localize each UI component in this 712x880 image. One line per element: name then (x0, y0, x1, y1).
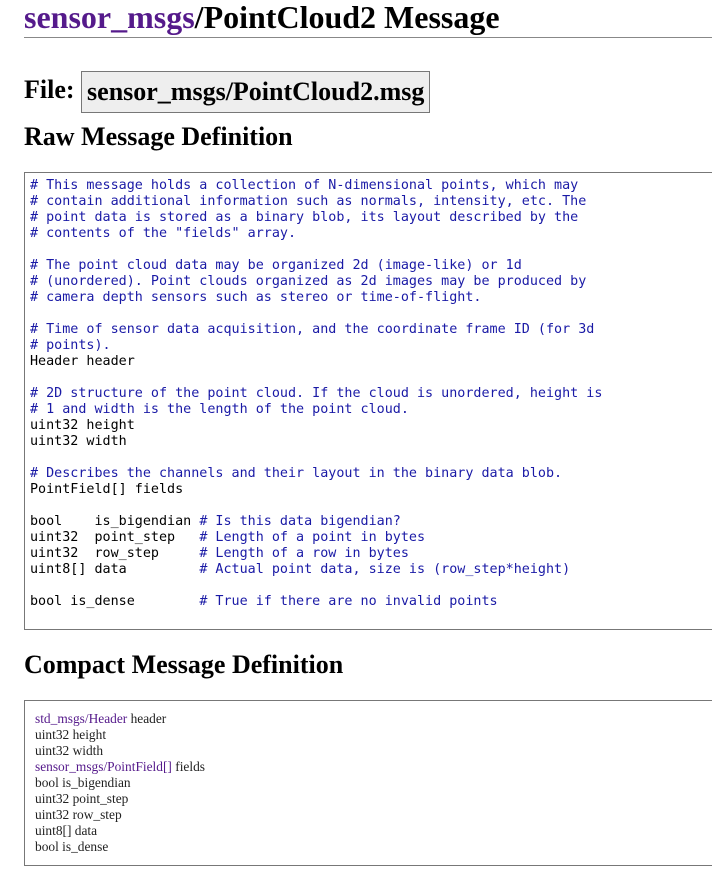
raw-code: uint32 point_step (30, 530, 200, 545)
raw-comment: # contain additional information such as normals, intensity, etc. The (30, 194, 587, 209)
raw-code: bool is_bigendian (30, 514, 200, 529)
compact-definition-heading: Compact Message Definition (24, 650, 344, 679)
compact-text: uint32 row_step (35, 807, 122, 822)
compact-text: uint8[] data (35, 823, 98, 838)
raw-line (30, 498, 712, 514)
file-heading (24, 68, 430, 112)
raw-comment: # contents of the "fields" array. (30, 226, 297, 241)
raw-line (30, 546, 712, 562)
type-link[interactable]: std_msgs/Header (35, 711, 128, 726)
file-name: sensor_msgs/PointCloud2.msg (81, 71, 430, 113)
compact-text: uint32 width (35, 743, 104, 758)
compact-text: header (127, 711, 167, 726)
raw-code: uint32 row_step (30, 546, 200, 561)
type-link[interactable]: sensor_msgs/PointField[] (35, 759, 172, 774)
raw-line (30, 338, 712, 354)
raw-line (30, 578, 712, 594)
raw-line (30, 226, 712, 242)
raw-code: uint8[] data (30, 562, 200, 577)
compact-row (35, 823, 712, 839)
compact-text: uint32 point_step (35, 791, 129, 806)
raw-line (30, 434, 712, 450)
raw-comment: # 2D structure of the point cloud. If the cloud is unordered, height is (30, 386, 603, 401)
compact-row (35, 759, 712, 775)
raw-line (30, 274, 712, 290)
raw-code: PointField[] fields (30, 482, 184, 497)
file-label: File: (24, 75, 75, 104)
raw-comment: # Time of sensor data acquisition, and the coordinate frame ID (for 3d (30, 322, 595, 337)
raw-line (30, 450, 712, 466)
raw-code: uint32 width (30, 434, 127, 449)
compact-row (35, 775, 712, 791)
raw-comment: # Actual point data, size is (row_step*height) (199, 562, 571, 577)
compact-row (35, 743, 712, 759)
raw-line (30, 306, 712, 322)
raw-comment: # This message holds a collection of N-dimensional points, which may (30, 178, 579, 193)
raw-line (30, 178, 712, 194)
compact-text: fields (171, 759, 205, 774)
compact-text: bool is_bigendian (35, 775, 131, 790)
raw-definition-block (24, 172, 712, 630)
compact-definition-block (24, 700, 712, 866)
raw-comment: # Length of a point in bytes (199, 530, 426, 545)
compact-text: uint32 height (35, 727, 107, 742)
raw-line (30, 258, 712, 274)
raw-line (30, 194, 712, 210)
raw-line (30, 482, 712, 498)
raw-line (30, 530, 712, 546)
package-link[interactable]: sensor_msgs (24, 0, 195, 35)
raw-line (30, 370, 712, 386)
raw-line (30, 466, 712, 482)
raw-comment: # camera depth sensors such as stereo or time-of-flight. (30, 290, 482, 305)
raw-comment: # The point cloud data may be organized 2d (image-like) or 1d (30, 258, 522, 273)
compact-row (35, 727, 712, 743)
raw-code: bool is_dense (30, 594, 200, 609)
raw-comment: # points). (30, 338, 111, 353)
raw-comment: # (unordered). Point clouds organized as 2d images may be produced by (30, 274, 587, 289)
compact-row (35, 791, 712, 807)
page-title (24, 0, 712, 38)
raw-comment: # Describes the channels and their layout in the binary data blob. (30, 466, 563, 481)
raw-line (30, 594, 712, 610)
raw-line (30, 402, 712, 418)
raw-definition-heading: Raw Message Definition (24, 122, 293, 151)
raw-comment: # Is this data bigendian? (199, 514, 401, 529)
raw-comment: # 1 and width is the length of the point cloud. (30, 402, 409, 417)
raw-line (30, 322, 712, 338)
raw-comment: # point data is stored as a binary blob, its layout described by the (30, 210, 579, 225)
raw-code: uint32 height (30, 418, 135, 433)
raw-line (30, 354, 712, 370)
raw-code: Header header (30, 354, 135, 369)
compact-row (35, 839, 712, 855)
message-name: /PointCloud2 Message (194, 0, 500, 35)
raw-line (30, 290, 712, 306)
raw-comment: # Length of a row in bytes (199, 546, 409, 561)
compact-row (35, 807, 712, 823)
raw-line (30, 210, 712, 226)
raw-line (30, 418, 712, 434)
compact-text: bool is_dense (35, 839, 109, 854)
raw-comment: # True if there are no invalid points (199, 594, 498, 609)
raw-line (30, 386, 712, 402)
raw-line (30, 242, 712, 258)
raw-line (30, 514, 712, 530)
compact-row (35, 711, 712, 727)
raw-line (30, 562, 712, 578)
